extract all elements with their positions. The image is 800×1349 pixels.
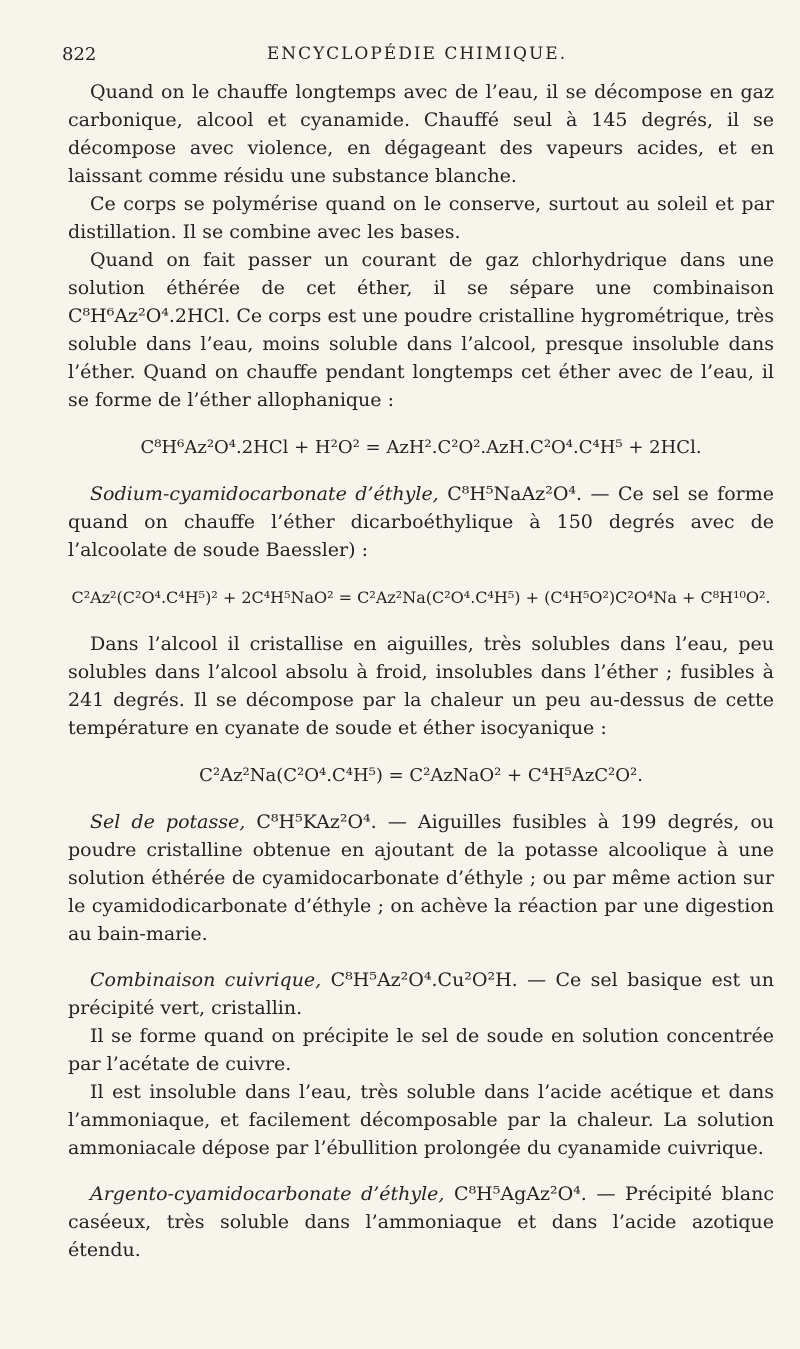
- formula: C⁸H⁵KAz²O⁴.: [256, 811, 377, 833]
- section-text: — Ce sel se forme quand on chauffe l’éther dicarboéthylique à 150 degrés avec de l’alcoolate de soude Baessler) :: [68, 483, 774, 561]
- equation-allophanique: C⁸H⁶Az²O⁴.2HCl + H²O² = AzH².C²O².AzH.C²O⁴.C⁴H⁵ + 2HCl.: [140, 437, 702, 458]
- section-cuivrique: [68, 966, 774, 1022]
- formula: C⁸H⁵Az²O⁴.Cu²O²H.: [330, 969, 518, 991]
- section-text: — Ce sel basique est un précipité vert, cristallin.: [68, 969, 774, 1019]
- paragraph-polymerisation: Ce corps se polymérise quand on le conserve, surtout au soleil et par distillation. Il se combine avec les bases.: [68, 193, 774, 243]
- section-title: Sodium-cyamidocarbonate d’éthyle,: [90, 483, 439, 505]
- paragraph-text: Quand on fait passer un courant de gaz chlorhydrique dans une solution éthérée de cet éther, il se sépare une combinaison: [68, 249, 774, 299]
- section-sodium: [68, 480, 774, 564]
- paragraph-chlorhydrique: [68, 246, 774, 414]
- page-body: [68, 78, 774, 1264]
- section-title: Argento-cyamidocarbonate d’éthyle,: [90, 1183, 445, 1205]
- section-text: — Précipité blanc caséeux, très soluble dans l’ammoniaque et dans l’acide azotique étendu.: [68, 1183, 774, 1261]
- equation-cyanate: C²Az²Na(C²O⁴.C⁴H⁵) = C²AzNaO² + C⁴H⁵AzC²O².: [199, 765, 643, 786]
- formula: C⁸H⁶Az²O⁴.2HCl.: [68, 305, 231, 327]
- paragraph-solubilite: Il est insoluble dans l’eau, très soluble dans l’acide acétique et dans l’ammoniaque, et facilement décomposable par la chaleur. La solution ammoniacale dépose par l’ébullition prolongée du cyanamide cuivrique.: [68, 1081, 774, 1159]
- section-potasse: [68, 808, 774, 948]
- page-number: 822: [62, 44, 97, 65]
- paragraph-cristallisation: Dans l’alcool il cristallise en aiguilles, très solubles dans l’eau, peu solubles dans l’alcool absolu à froid, insolubles dans l’éther ; fusibles à 241 degrés. Il se décompose par la chaleur un peu au-dessus de cette température en cyanate de soude et éther isocyanique :: [68, 633, 774, 739]
- formula: C⁸H⁵AgAz²O⁴.: [454, 1183, 587, 1205]
- page-header: [62, 44, 772, 74]
- section-title: Combinaison cuivrique,: [90, 969, 322, 991]
- paragraph-precipitation: Il se forme quand on précipite le sel de soude en solution concentrée par l’acétate de cuivre.: [68, 1025, 774, 1075]
- equation-sodium: C²Az²(C²O⁴.C⁴H⁵)² + 2C⁴H⁵NaO² = C²Az²Na(C²O⁴.C⁴H⁵) + (C⁴H⁵O²)C²O⁴Na + C⁸H¹⁰O².: [71, 588, 771, 607]
- running-title: ENCYCLOPÉDIE CHIMIQUE.: [266, 44, 568, 64]
- paragraph-text: Ce corps est une poudre cristalline hygrométrique, très soluble dans l’eau, moins soluble dans l’alcool, presque insoluble dans l’éther. Quand on chauffe pendant longtemps cet éther avec de l’eau, il se forme de l’éther allophanique :: [68, 305, 775, 411]
- section-text: — Aiguilles fusibles à 199 degrés, ou poudre cristalline obtenue en ajoutant de la potasse alcoolique à une solution éthérée de cyamidocarbonate d’éthyle ; ou par même action sur le cyamidodicarbonate d’éthyle ; on achève la réaction par une digestion au bain-marie.: [68, 811, 775, 945]
- formula: C⁸H⁵NaAz²O⁴.: [447, 483, 583, 505]
- section-title: Sel de potasse,: [90, 811, 246, 833]
- section-argento: [68, 1180, 774, 1264]
- paragraph-decomposition: Quand on le chauffe longtemps avec de l’eau, il se décompose en gaz carbonique, alcool et cyanamide. Chauffé seul à 145 degrés, il se décompose avec violence, en dégageant des vapeurs acides, et en laissant comme résidu une substance blanche.: [68, 81, 774, 187]
